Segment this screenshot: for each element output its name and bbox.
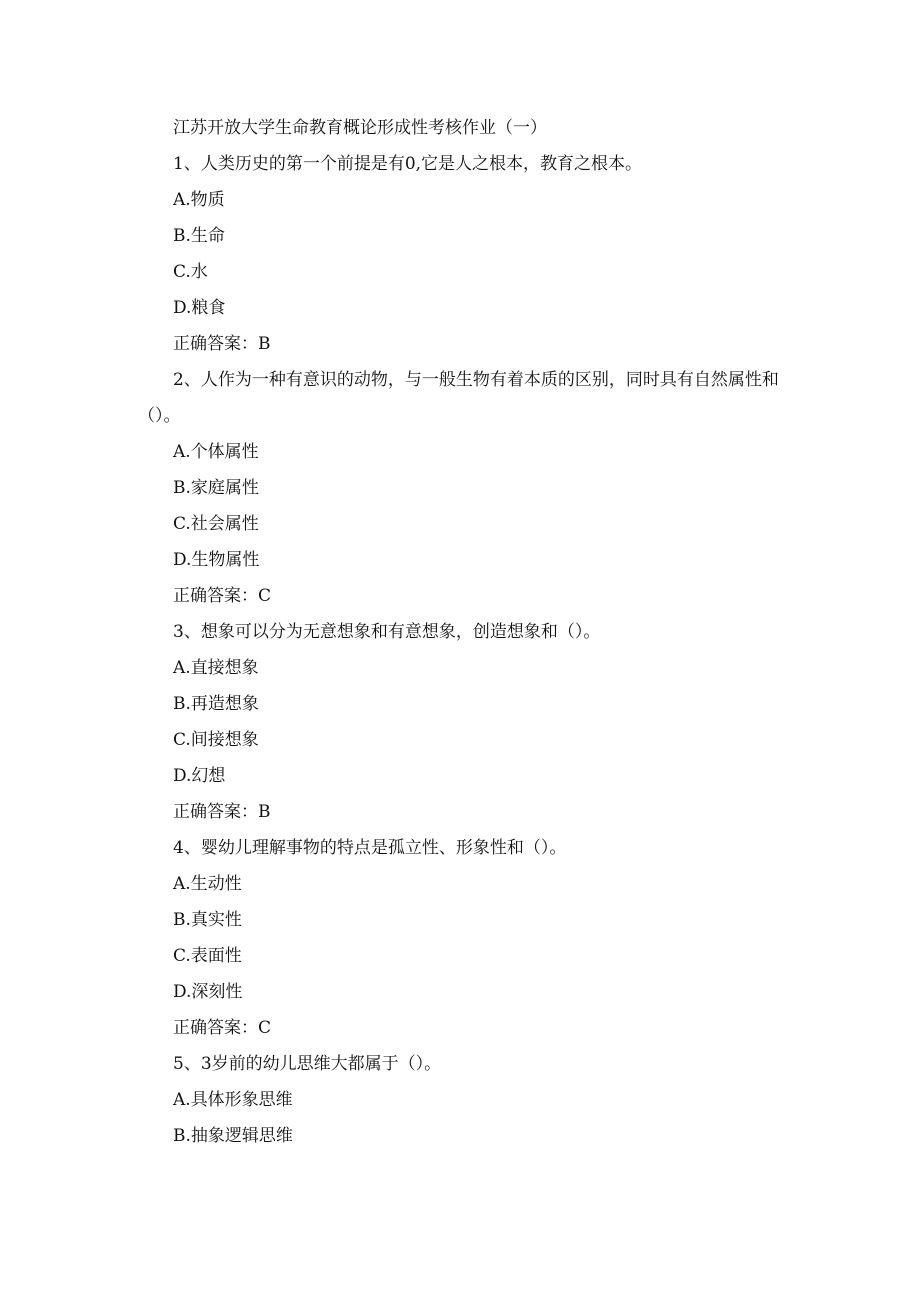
question-option: A.个体属性 xyxy=(173,442,259,462)
question-option: C.表面性 xyxy=(173,946,242,966)
question-option: A.具体形象思维 xyxy=(173,1090,293,1110)
question-option: C.间接想象 xyxy=(173,730,259,750)
question-option: B.抽象逻辑思维 xyxy=(173,1126,293,1146)
question-option: D.深刻性 xyxy=(173,982,243,1002)
question-option: A.直接想象 xyxy=(173,658,259,678)
question-answer: 正确答案：B xyxy=(173,802,271,822)
question-option: B.真实性 xyxy=(173,910,242,930)
question-option: A.物质 xyxy=(173,190,225,210)
question-option: D.幻想 xyxy=(173,766,226,786)
question-option: B.生命 xyxy=(173,226,225,246)
question-answer: 正确答案：C xyxy=(173,586,272,606)
document-content xyxy=(138,110,798,1154)
question-option: B.家庭属性 xyxy=(173,478,259,498)
question-option: A.生动性 xyxy=(173,874,242,894)
question-stem: 4、婴幼儿理解事物的特点是孤立性、形象性和（）。 xyxy=(173,838,567,858)
question-answer: 正确答案：B xyxy=(173,334,271,354)
question-stem: 1、人类历史的第一个前提是有0,它是人之根本，教育之根本。 xyxy=(173,154,643,174)
question-option: C.社会属性 xyxy=(173,514,259,534)
question-option: B.再造想象 xyxy=(173,694,259,714)
question-option: D.粮食 xyxy=(173,298,226,318)
question-stem: 3、想象可以分为无意想象和有意想象，创造想象和（）。 xyxy=(173,622,601,642)
question-option: C.水 xyxy=(173,262,208,282)
question-option: D.生物属性 xyxy=(173,550,260,570)
document-title: 江苏开放大学生命教育概论形成性考核作业（一） xyxy=(173,118,547,138)
question-stem: 2、人作为一种有意识的动物，与一般生物有着本质的区别，同时具有自然属性和（）。 xyxy=(138,370,779,426)
question-stem: 5、3岁前的幼儿思维大都属于（）。 xyxy=(173,1054,442,1074)
question-answer: 正确答案：C xyxy=(173,1018,272,1038)
